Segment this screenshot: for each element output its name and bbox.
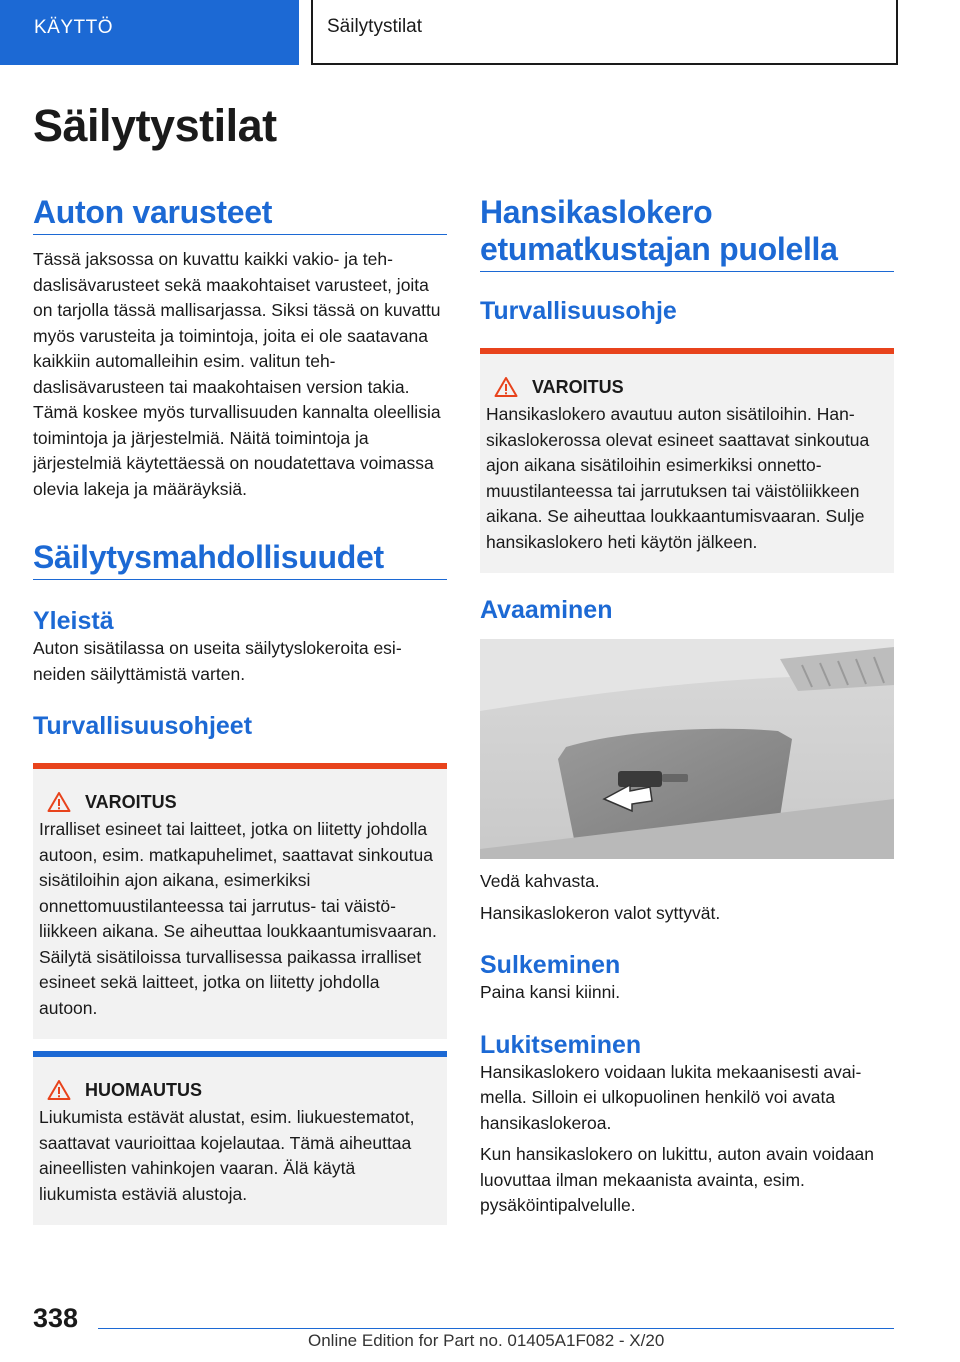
notice-box xyxy=(33,1051,447,1225)
page-title: Säilytystilat xyxy=(33,100,277,151)
header-section-label: KÄYTTÖ xyxy=(34,16,114,38)
locking-text-2: Kun hansikaslokero on lukittu, auton avain voidaan luovuttaa ilman mekaanista avainta, esim. pysäköintipalvelulle. xyxy=(480,1144,875,1215)
left-column xyxy=(33,194,447,1225)
warning-triangle-icon xyxy=(494,376,518,398)
subsection-title-safety-note: Turvallisuusohje xyxy=(480,297,677,325)
warning-header xyxy=(47,791,437,813)
section-title-storage: Säilytysmahdollisuudet xyxy=(33,539,447,580)
warning-triangle-icon xyxy=(47,791,71,813)
header-topic-label: Säilytystilat xyxy=(327,15,423,37)
subsection-title-general: Yleistä xyxy=(33,607,114,635)
glovebox-warning-text: Hansikaslokero avautuu auton sisätiloihin. Hansikaslokerossa olevat esineet saattavat sinkoutua ajon aikana sisätiloihin esimerkiksi onnettomuustilanteessa tai jarrutuksen tai väistöliikkeen aikana. Se aiheuttaa loukkaantumisvaaran. Sulje hansikaslokero heti käytön jälkeen. xyxy=(486,404,870,552)
warning-box xyxy=(33,763,447,1039)
footer-divider xyxy=(98,1328,894,1329)
notice-text: Liukumista estävät alustat, esim. liukuestematot, saattavat vaurioittaa kojelautaa. Tämä aiheuttaa aineellisten vahinkojen vaaran. Älä käytä liukumista estäviä alustoja. xyxy=(39,1107,415,1204)
page-number: 338 xyxy=(33,1303,79,1333)
general-text: Auton sisätilassa on useita säilytyslokeroita esineiden säilyttämistä varten. xyxy=(33,638,402,684)
glovebox-warning-box xyxy=(480,348,894,573)
section-title-glovebox: Hansikaslokero etumatkustajan puolella xyxy=(480,194,894,272)
footer-edition: Online Edition for Part no. 01405A1F082 - X/20 xyxy=(308,1331,665,1350)
right-column xyxy=(480,194,894,1219)
closing-text: Paina kansi kiinni. xyxy=(480,982,621,1002)
warning-text: Irralliset esineet tai laitteet, jotka on liitetty johdolla autoon, esim. matkapuhelimet, saattavat sinkoutua sisätiloihin ajon aikana, esimerkiksi onnettomuustilanteessa tai jarrutus- tai väistöliikkeen aikana. Se aiheuttaa loukkaantumisvaaran. Säilytä sisätiloissa turvallisessa paikassa irralliset esineet sekä laitteet, jotka on liitetty johdolla autoon. xyxy=(39,819,437,1018)
subsection-title-locking: Lukitseminen xyxy=(480,1030,642,1059)
subsection-title-safety: Turvallisuusohjeet xyxy=(33,712,253,740)
notice-header xyxy=(47,1079,437,1101)
subsection-title-opening: Avaaminen xyxy=(480,596,613,624)
warning-label: VAROITUS xyxy=(85,791,177,812)
section-title-equipment: Auton varusteet xyxy=(33,194,447,235)
open-step-2: Hansikaslokeron valot syttyvät. xyxy=(480,902,721,923)
notice-triangle-icon xyxy=(47,1079,71,1101)
header-topic-tab xyxy=(311,0,898,65)
equipment-text: Tässä jaksossa on kuvattu kaikki vakio- ja tehdaslisävarusteet sekä maakohtaiset varusteet, joita on tarjolla tässä mallisarjassa. Siksi tässä on kuvattu myös varusteita ja toimintoja, joita ei ole saatavana kaikkiin automalleihin esim. valitun tehdaslisävarusteen tai maakohtaisen version takia. Tämä koskee myös turvallisuuden kannalta oleellisia toimintoja ja järjestelmiä. Näitä toimintoja ja järjestelmiä käytettäessä on noudatettava voimassa olevia lakeja ja määräyksiä. xyxy=(33,249,441,499)
header-section-tab xyxy=(0,0,299,65)
notice-label: HUOMAUTUS xyxy=(85,1079,202,1100)
glovebox-handle-photo xyxy=(480,639,894,859)
glovebox-warning-header xyxy=(494,376,884,398)
subsection-title-closing: Sulkeminen xyxy=(480,951,621,979)
locking-text-1: Hansikaslokero voidaan lukita mekaanisesti avaimella. Silloin ei ulkopuolinen henkilö voi avata hansikaslokeroa. xyxy=(480,1061,862,1133)
open-step-1: Vedä kahvasta. xyxy=(480,871,600,891)
glovebox-warning-label: VAROITUS xyxy=(532,376,624,397)
